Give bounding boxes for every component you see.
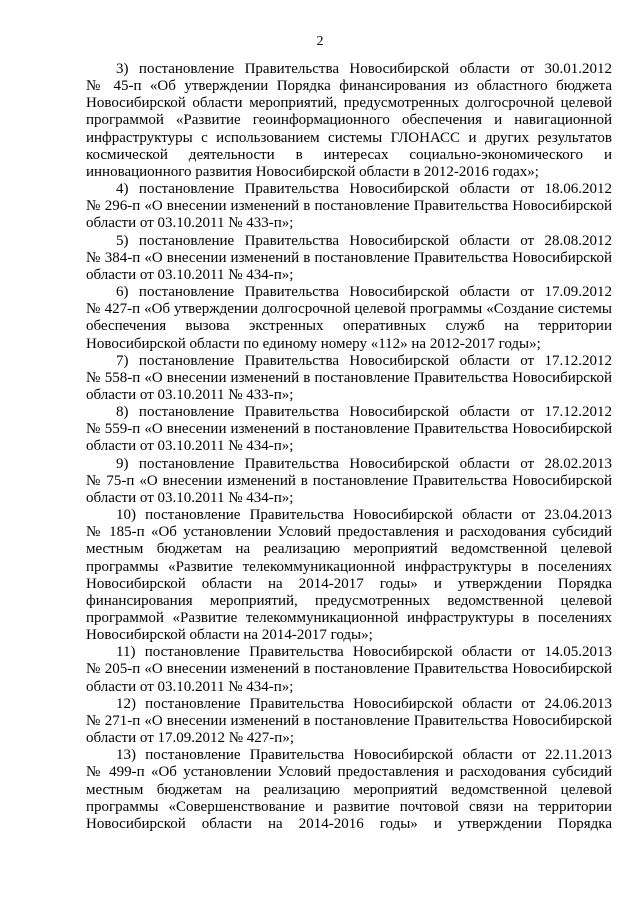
text-line-content: области от 03.10.2011 № 434-п»; xyxy=(86,489,294,506)
text-line-content: Новосибирской области на 2014-2017 годы» и утверждении Порядка xyxy=(86,575,612,592)
list-item-paragraph xyxy=(86,456,612,507)
text-line-content: 7) постановление Правительства Новосибирской области от 17.12.2012 xyxy=(116,352,612,369)
text-line-content: № 75-п «О внесении изменений в постановление Правительства Новосибирской xyxy=(86,472,612,489)
text-line-content: Новосибирской области мероприятий, предусмотренных долгосрочной целевой xyxy=(86,95,612,112)
text-line-content: космической деятельности в интересах социально-экономического и xyxy=(86,146,612,163)
text-line xyxy=(86,95,612,112)
text-line-content: области от 03.10.2011 № 434-п»; xyxy=(86,438,294,455)
text-line-content: программой «Развитие геоинформационного обеспечения и навигационной xyxy=(86,112,612,129)
text-line xyxy=(86,301,612,318)
text-line-content: области от 03.10.2011 № 433-п»; xyxy=(86,215,294,232)
text-line xyxy=(86,267,612,284)
text-line xyxy=(86,507,612,524)
list-item-paragraph xyxy=(86,61,612,181)
text-line xyxy=(86,147,612,164)
text-line-content: области от 03.10.2011 № 434-п»; xyxy=(86,266,294,283)
text-line xyxy=(86,164,612,181)
text-line-content: области от 03.10.2011 № 434-п»; xyxy=(86,678,294,695)
list-item-paragraph xyxy=(86,284,612,353)
text-line-content: области от 17.09.2012 № 427-п»; xyxy=(86,730,295,747)
text-line-content: № 185-п «Об установлении Условий предоставления и расходования субсидий xyxy=(86,524,612,541)
text-line xyxy=(86,284,612,301)
text-line-content: программой «Развитие телекоммуникационной инфраструктуры в поселениях xyxy=(86,610,612,626)
text-line xyxy=(86,610,612,627)
list-item-paragraph xyxy=(86,747,612,833)
text-line xyxy=(86,524,612,541)
text-line xyxy=(86,370,612,387)
document-body xyxy=(86,61,612,833)
text-line-content: № 45-п «Об утверждении Порядка финансирования из областного бюджета xyxy=(86,78,612,95)
text-line xyxy=(86,130,612,147)
text-line-content: 9) постановление Правительства Новосибирской области от 28.02.2013 xyxy=(116,455,612,472)
text-line-content: инфраструктуры с использованием системы ГЛОНАСС и других результатов xyxy=(86,129,612,146)
text-line xyxy=(86,421,612,438)
list-item-paragraph xyxy=(86,507,612,644)
text-line xyxy=(86,490,612,507)
text-line-content: № 296-п «О внесении изменений в постановление Правительства Новосибирской xyxy=(86,198,612,215)
text-line xyxy=(86,679,612,696)
text-line xyxy=(86,559,612,576)
text-line-content: 11) постановление Правительства Новосибирской области от 14.05.2013 xyxy=(116,644,612,661)
text-line xyxy=(86,112,612,129)
text-line xyxy=(86,764,612,781)
text-line-content: № 205-п «О внесении изменений в постановление Правительства Новосибирской xyxy=(86,661,612,678)
text-line-content: № 271-п «О внесении изменений в постановление Правительства Новосибирской xyxy=(86,712,612,729)
text-line xyxy=(86,353,612,370)
list-item-paragraph xyxy=(86,696,612,747)
text-line-content: обеспечения вызова экстренных оперативных служб на территории xyxy=(86,318,612,335)
text-line-content: местным бюджетам на реализацию мероприятий ведомственной целевой xyxy=(86,541,612,558)
text-line xyxy=(86,215,612,232)
text-line xyxy=(86,456,612,473)
text-line xyxy=(86,318,612,335)
text-line-content: Новосибирской области на 2014-2016 годы» и утверждении Порядка xyxy=(86,815,612,832)
list-item-paragraph xyxy=(86,404,612,455)
text-line-content: программы «Развитие телекоммуникационной инфраструктуры в поселениях xyxy=(86,558,612,575)
text-line xyxy=(86,181,612,198)
list-item-paragraph xyxy=(86,644,612,695)
text-line xyxy=(86,816,612,833)
text-line xyxy=(86,627,612,644)
text-line xyxy=(86,250,612,267)
text-line xyxy=(86,730,612,747)
text-line xyxy=(86,233,612,250)
text-line xyxy=(86,78,612,95)
text-line-content: № 427-п «Об утверждении долгосрочной целевой программы «Создание системы xyxy=(86,301,612,318)
text-line-content: местным бюджетам на реализацию мероприятий ведомственной целевой xyxy=(86,781,612,798)
text-line xyxy=(86,438,612,455)
text-line-content: 8) постановление Правительства Новосибирской области от 17.12.2012 xyxy=(116,404,612,421)
page-number: 2 xyxy=(316,34,324,49)
text-line xyxy=(86,473,612,490)
text-line xyxy=(86,336,612,353)
text-line xyxy=(86,541,612,558)
text-line xyxy=(86,661,612,678)
text-line-content: финансирования мероприятий, предусмотренных ведомственной целевой xyxy=(86,592,612,609)
text-line-content: 5) постановление Правительства Новосибирской области от 28.08.2012 xyxy=(116,232,612,249)
list-item-paragraph xyxy=(86,181,612,232)
text-line xyxy=(86,644,612,661)
text-line-content: 3) постановление Правительства Новосибирской области от 30.01.2012 xyxy=(116,61,612,77)
text-line xyxy=(86,387,612,404)
list-item-paragraph xyxy=(86,233,612,284)
text-line xyxy=(86,782,612,799)
text-line-content: № 499-п «Об установлении Условий предоставления и расходования субсидий xyxy=(86,764,612,781)
text-line-content: 10) постановление Правительства Новосибирской области от 23.04.2013 xyxy=(116,507,612,524)
text-line-content: 13) постановление Правительства Новосибирской области от 22.11.2013 xyxy=(116,747,612,764)
text-line xyxy=(86,593,612,610)
text-line-content: области от 03.10.2011 № 433-п»; xyxy=(86,386,294,403)
text-line-content: 12) постановление Правительства Новосибирской области от 24.06.2013 xyxy=(116,695,612,712)
text-line xyxy=(86,799,612,816)
text-line-content: программы «Совершенствование и развитие почтовой связи на территории xyxy=(86,798,612,815)
text-line xyxy=(86,696,612,713)
text-line-content: № 559-п «О внесении изменений в постановление Правительства Новосибирской xyxy=(86,421,612,438)
text-line-content: № 558-п «О внесении изменений в постановление Правительства Новосибирской xyxy=(86,369,612,386)
text-line-content: 4) постановление Правительства Новосибирской области от 18.06.2012 xyxy=(116,181,612,198)
text-line xyxy=(86,713,612,730)
text-line-content: Новосибирской области на 2014-2017 годы»; xyxy=(86,627,373,644)
text-line xyxy=(86,404,612,421)
text-line-content: инновационного развития Новосибирской области в 2012-2016 годах»; xyxy=(86,163,539,180)
text-line xyxy=(86,61,612,78)
text-line xyxy=(86,198,612,215)
text-line-content: Новосибирской области по единому номеру «112» на 2012-2017 годы»; xyxy=(86,335,541,352)
text-line-content: 6) постановление Правительства Новосибирской области от 17.09.2012 xyxy=(116,284,612,301)
list-item-paragraph xyxy=(86,353,612,404)
text-line xyxy=(86,576,612,593)
text-line-content: № 384-п «О внесении изменений в постановление Правительства Новосибирской xyxy=(86,249,612,266)
text-line xyxy=(86,747,612,764)
